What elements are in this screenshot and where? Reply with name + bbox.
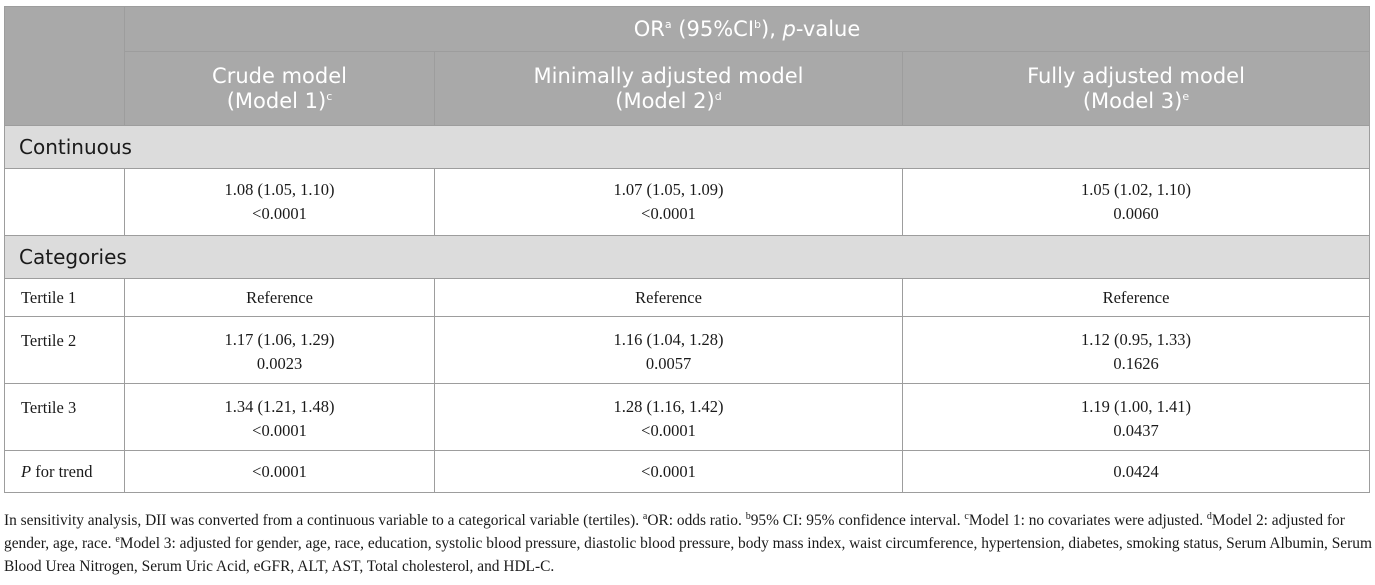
footnote-c-text: Model 1: no covariates were adjusted. bbox=[968, 512, 1207, 529]
table-row-p-for-trend bbox=[5, 451, 1370, 493]
table-cell bbox=[125, 169, 435, 236]
odds-ratio-table bbox=[4, 6, 1370, 493]
row-label bbox=[5, 451, 125, 493]
group-header-value-text: -value bbox=[795, 17, 861, 41]
column-header-line2: (Model 1) bbox=[226, 88, 327, 113]
table-footnote bbox=[4, 509, 1372, 578]
cell-estimate: 1.08 (1.05, 1.10) bbox=[224, 180, 335, 199]
table-cell bbox=[435, 169, 903, 236]
footnote-mark-e: e bbox=[115, 533, 120, 545]
table-cell bbox=[125, 317, 435, 384]
section-header-categories: Categories bbox=[5, 236, 1370, 279]
table-cell: <0.0001 bbox=[435, 451, 903, 493]
group-header-or-text: OR bbox=[633, 17, 665, 41]
footnote-e-text: Model 3: adjusted for gender, age, race, education, systolic blood pressure, diastolic blood pressure, body mass index, waist circumference, hypertension, diabetes, smoking status, Serum Albumin, Serum Blood Urea Nitrogen, Serum Uric Acid, eGFR, ALT, AST, Total cholesterol, and HDL-C. bbox=[4, 535, 1372, 575]
cell-estimate: 1.16 (1.04, 1.28) bbox=[613, 330, 724, 349]
results-table-container bbox=[4, 6, 1369, 493]
table-row-continuous bbox=[5, 169, 1370, 236]
cell-p-value: <0.0001 bbox=[252, 204, 307, 223]
cell-p-value: 0.0023 bbox=[256, 354, 303, 373]
footnote-mark-d: d bbox=[714, 89, 722, 103]
group-header-close-text: ), bbox=[761, 17, 783, 41]
footnote-mark-c: c bbox=[326, 89, 333, 103]
table-cell bbox=[435, 317, 903, 384]
cell-estimate: 1.07 (1.05, 1.09) bbox=[613, 180, 724, 199]
footnote-mark-a: a bbox=[664, 18, 672, 31]
column-header-line2: (Model 3) bbox=[1082, 88, 1183, 113]
table-cell: <0.0001 bbox=[125, 451, 435, 493]
column-header-line1: Minimally adjusted model bbox=[533, 63, 804, 88]
table-cell bbox=[435, 384, 903, 451]
footnote-mark-d: d bbox=[1206, 510, 1212, 522]
row-label: Tertile 1 bbox=[5, 279, 125, 317]
footnote-mark-e: e bbox=[1182, 89, 1190, 103]
column-header-line1: Fully adjusted model bbox=[1027, 63, 1245, 88]
row-label bbox=[5, 169, 125, 236]
column-header-model-3 bbox=[903, 52, 1370, 126]
group-header-or bbox=[125, 7, 1370, 52]
row-label-rest: for trend bbox=[31, 461, 93, 481]
footnote-b-text: 95% CI: 95% confidence interval. bbox=[750, 512, 965, 529]
table-cell bbox=[903, 384, 1370, 451]
table-cell: Reference bbox=[125, 279, 435, 317]
table-row-tertile-1 bbox=[5, 279, 1370, 317]
footnote-mark-b: b bbox=[754, 18, 761, 31]
footnote-intro: In sensitivity analysis, DII was converted from a continuous variable to a categorical variable (tertiles). bbox=[4, 512, 643, 529]
table-cell: 0.0424 bbox=[903, 451, 1370, 493]
group-header-ci-text: (95%CI bbox=[671, 17, 755, 41]
section-header-continuous: Continuous bbox=[5, 126, 1370, 169]
table-cell: Reference bbox=[435, 279, 903, 317]
cell-estimate: 1.19 (1.00, 1.41) bbox=[1081, 397, 1191, 416]
cell-p-value: <0.0001 bbox=[252, 421, 307, 440]
table-row-tertile-3 bbox=[5, 384, 1370, 451]
cell-estimate: 1.34 (1.21, 1.48) bbox=[224, 397, 335, 416]
table-cell bbox=[903, 317, 1370, 384]
table-cell: Reference bbox=[903, 279, 1370, 317]
header-corner-cell bbox=[5, 7, 125, 126]
footnote-d-text: Model 2: adjusted for gender, age, race. bbox=[4, 512, 1345, 552]
column-header-line1: Crude model bbox=[212, 63, 347, 88]
group-header-p-italic: p bbox=[782, 17, 796, 41]
cell-p-value: 0.0057 bbox=[645, 354, 692, 373]
column-header-model-1 bbox=[125, 52, 435, 126]
cell-p-value: 0.0060 bbox=[1113, 204, 1159, 223]
table-cell bbox=[125, 384, 435, 451]
cell-p-value: <0.0001 bbox=[641, 204, 696, 223]
cell-estimate: 1.17 (1.06, 1.29) bbox=[224, 330, 335, 349]
footnote-mark-c: c bbox=[964, 510, 969, 522]
footnote-mark-b: b bbox=[745, 510, 751, 522]
cell-p-value: 0.1626 bbox=[1113, 354, 1159, 373]
cell-p-value: 0.0437 bbox=[1113, 421, 1159, 440]
table-row-tertile-2 bbox=[5, 317, 1370, 384]
cell-estimate: 1.28 (1.16, 1.42) bbox=[613, 397, 724, 416]
column-header-model-2 bbox=[435, 52, 903, 126]
column-header-line2: (Model 2) bbox=[615, 88, 715, 113]
cell-p-value: <0.0001 bbox=[641, 421, 696, 440]
footnote-a-text: OR: odds ratio. bbox=[647, 512, 746, 529]
row-label: Tertile 2 bbox=[5, 317, 125, 384]
cell-estimate: 1.12 (0.95, 1.33) bbox=[1081, 330, 1191, 349]
row-label-p-italic: P bbox=[21, 461, 32, 481]
row-label: Tertile 3 bbox=[5, 384, 125, 451]
table-cell bbox=[903, 169, 1370, 236]
footnote-mark-a: a bbox=[642, 510, 648, 522]
cell-estimate: 1.05 (1.02, 1.10) bbox=[1081, 180, 1191, 199]
